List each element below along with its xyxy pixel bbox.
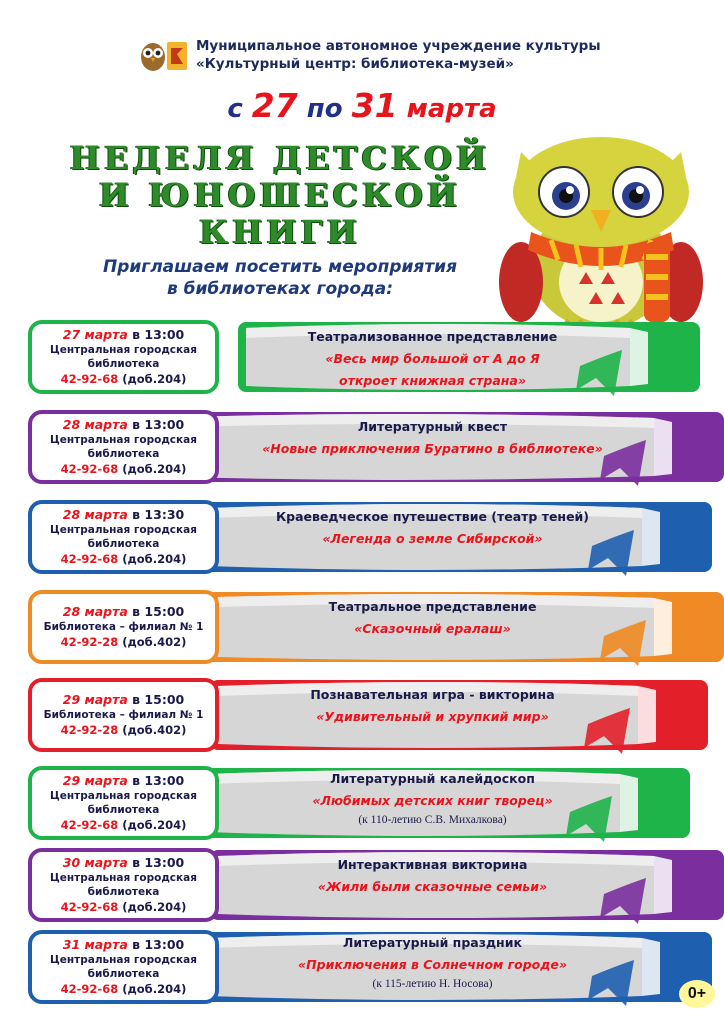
event-description (235, 416, 630, 460)
event-row (0, 498, 724, 576)
age-rating-badge: 0+ (679, 980, 715, 1008)
event-time-prefix: в (127, 773, 145, 788)
invite-line-2: в библиотеках города: (166, 279, 394, 299)
event-date: 29 марта (62, 692, 128, 707)
event-date: 28 марта (62, 604, 128, 619)
event-type: Краеведческое путешествие (театр теней) (275, 509, 590, 524)
event-time-prefix: в (127, 604, 145, 619)
event-date: 30 марта (62, 855, 128, 870)
event-row (0, 408, 724, 486)
event-phone-ext: (доб.204) (118, 552, 187, 566)
event-place-line-1: Центральная городская (50, 872, 197, 884)
event-datetime (32, 937, 215, 953)
event-place-line-2: библиотека (87, 968, 160, 980)
event-place-line-2: библиотека (87, 358, 160, 370)
event-phone-number: 42-92-68 (60, 818, 119, 832)
event-date: 31 марта (62, 937, 128, 952)
event-place-line-1: Центральная городская (50, 434, 197, 446)
event-phone (32, 551, 215, 567)
event-row (0, 928, 724, 1006)
event-datetime (32, 692, 215, 708)
event-title-line-1: «Любимых детских книг творец» (312, 793, 553, 808)
event-phone (32, 899, 215, 915)
event-time: 13:30 (144, 507, 185, 522)
event-datetime (32, 417, 215, 433)
event-place-line-1: Библиотека – филиал № 1 (43, 709, 204, 721)
event-date-box (28, 930, 219, 1004)
event-type: Познавательная игра - викторина (310, 687, 555, 702)
org-line-1: Муниципальное автономное учреждение культуры (196, 38, 601, 54)
event-phone-number: 42-92-68 (60, 462, 119, 476)
event-phone-number: 42-92-68 (60, 900, 119, 914)
event-phone-ext: (доб.204) (118, 818, 187, 832)
event-phone (32, 981, 215, 997)
event-datetime (32, 604, 215, 620)
event-phone-ext: (доб.402) (118, 723, 187, 737)
event-place-line-1: Центральная городская (50, 344, 197, 356)
event-place-line-2: библиотека (87, 448, 160, 460)
dates-prefix: с (227, 94, 252, 124)
event-title-line-1: «Сказочный ералаш» (354, 621, 511, 636)
event-note: (к 115-летию Н. Носова) (372, 978, 493, 990)
event-time: 13:00 (144, 855, 185, 870)
event-date-box (28, 848, 219, 922)
event-title-line-1: «Жили были сказочные семьи» (317, 879, 548, 894)
event-time: 13:00 (144, 417, 185, 432)
page-title (60, 140, 500, 251)
library-logo-icon (138, 38, 188, 74)
event-type: Литературный праздник (343, 935, 522, 950)
event-title-line-2: откроет книжная страна» (339, 373, 526, 388)
event-phone-ext: (доб.204) (118, 982, 187, 996)
event-place-line-1: Центральная городская (50, 524, 197, 536)
event-datetime (32, 855, 215, 871)
event-type: Театрализованное представление (307, 329, 558, 344)
event-description (235, 326, 630, 392)
event-time: 15:00 (144, 604, 185, 619)
event-date: 27 марта (62, 327, 128, 342)
event-description (235, 854, 630, 898)
event-phone-number: 42-92-28 (60, 723, 119, 737)
event-date-box (28, 410, 219, 484)
date-to: 31 (351, 86, 398, 125)
date-range (0, 86, 724, 125)
event-phone (32, 817, 215, 833)
event-date: 28 марта (62, 417, 128, 432)
event-type: Литературный квест (357, 419, 508, 434)
event-phone (32, 722, 215, 738)
invitation-text (70, 256, 490, 300)
event-place-line-2: библиотека (87, 804, 160, 816)
event-title-line-1: «Легенда о земле Сибирской» (322, 531, 543, 546)
event-row (0, 846, 724, 924)
title-line-3: КНИГИ (199, 213, 361, 251)
event-datetime (32, 327, 215, 343)
event-time-prefix: в (127, 692, 145, 707)
event-date-box (28, 320, 219, 394)
event-type: Театральное представление (328, 599, 537, 614)
event-place-line-1: Центральная городская (50, 790, 197, 802)
title-line-2: И ЮНОШЕСКОЙ (98, 176, 462, 214)
event-title-line-1: «Весь мир большой от А до Я (325, 351, 540, 366)
event-row (0, 676, 724, 754)
event-phone-ext: (доб.204) (118, 900, 187, 914)
event-time: 15:00 (144, 692, 185, 707)
event-title-line-1: «Удивительный и хрупкий мир» (316, 709, 549, 724)
event-place-line-1: Центральная городская (50, 954, 197, 966)
event-phone (32, 634, 215, 650)
organization-name (196, 37, 616, 73)
event-time-prefix: в (127, 417, 145, 432)
event-type: Интерактивная викторина (337, 857, 528, 872)
event-phone-number: 42-92-68 (60, 372, 119, 386)
dates-month: марта (397, 94, 497, 124)
event-datetime (32, 507, 215, 523)
event-place-line-2: библиотека (87, 886, 160, 898)
event-row (0, 588, 724, 666)
event-time-prefix: в (127, 327, 145, 342)
dates-mid: по (297, 94, 352, 124)
event-description (235, 768, 630, 828)
event-type: Литературный калейдоскоп (330, 771, 535, 786)
event-phone-ext: (доб.402) (118, 635, 187, 649)
event-note: (к 110-летию С.В. Михалкова) (358, 814, 507, 826)
event-phone-number: 42-92-68 (60, 982, 119, 996)
event-title-line-1: «Новые приключения Буратино в библиотеке» (262, 441, 603, 456)
event-phone-number: 42-92-68 (60, 552, 119, 566)
event-date-box (28, 678, 219, 752)
event-title-line-1: «Приключения в Солнечном городе» (298, 957, 567, 972)
event-description (235, 684, 630, 728)
event-phone (32, 371, 215, 387)
event-time: 13:00 (144, 773, 185, 788)
event-phone-ext: (доб.204) (118, 372, 187, 386)
event-description (235, 596, 630, 640)
event-datetime (32, 773, 215, 789)
event-phone (32, 461, 215, 477)
event-place-line-1: Библиотека – филиал № 1 (43, 621, 204, 633)
event-date: 29 марта (62, 773, 128, 788)
org-line-2: «Культурный центр: библиотека-музей» (196, 56, 514, 72)
event-phone-number: 42-92-28 (60, 635, 119, 649)
event-time-prefix: в (127, 507, 145, 522)
event-phone-ext: (доб.204) (118, 462, 187, 476)
event-date: 28 марта (62, 507, 128, 522)
event-time: 13:00 (144, 327, 185, 342)
title-line-1: НЕДЕЛЯ ДЕТСКОЙ (69, 139, 491, 177)
event-description (235, 506, 630, 550)
event-place-line-2: библиотека (87, 538, 160, 550)
event-time-prefix: в (127, 855, 145, 870)
event-date-box (28, 766, 219, 840)
event-row (0, 764, 724, 842)
event-date-box (28, 500, 219, 574)
event-description (235, 932, 630, 992)
event-row (0, 318, 724, 396)
event-time: 13:00 (144, 937, 185, 952)
owl-illustration (496, 132, 706, 332)
event-time-prefix: в (127, 937, 145, 952)
event-date-box (28, 590, 219, 664)
date-from: 27 (251, 86, 298, 125)
invite-line-1: Приглашаем посетить мероприятия (103, 257, 457, 277)
